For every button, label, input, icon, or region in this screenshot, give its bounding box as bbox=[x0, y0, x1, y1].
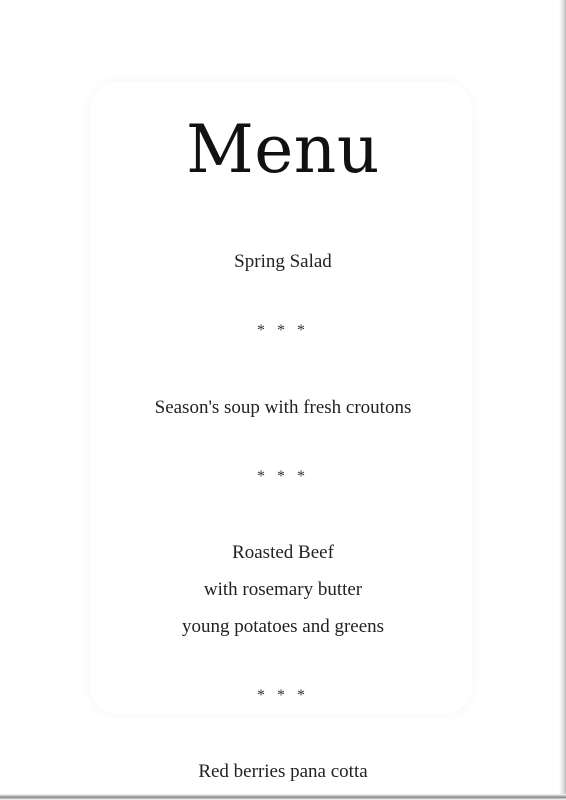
course-roasted-beef-detail-2: young potatoes and greens bbox=[181, 616, 385, 637]
course-dessert: Red berries pana cotta bbox=[198, 761, 368, 782]
separator-1: * * * bbox=[257, 322, 309, 339]
course-roasted-beef: Roasted Beef bbox=[232, 542, 334, 563]
course-spring-salad: Spring Salad bbox=[234, 251, 332, 272]
separator-2: * * * bbox=[257, 468, 309, 485]
course-roasted-beef-detail-1: with rosemary butter bbox=[203, 579, 363, 600]
course-soup: Season's soup with fresh croutons bbox=[154, 397, 412, 418]
page-edge-shadow-bottom bbox=[0, 794, 566, 800]
page-edge-shadow-right bbox=[559, 0, 566, 800]
separator-3: * * * bbox=[257, 687, 309, 704]
menu-title: Menu bbox=[186, 111, 380, 188]
